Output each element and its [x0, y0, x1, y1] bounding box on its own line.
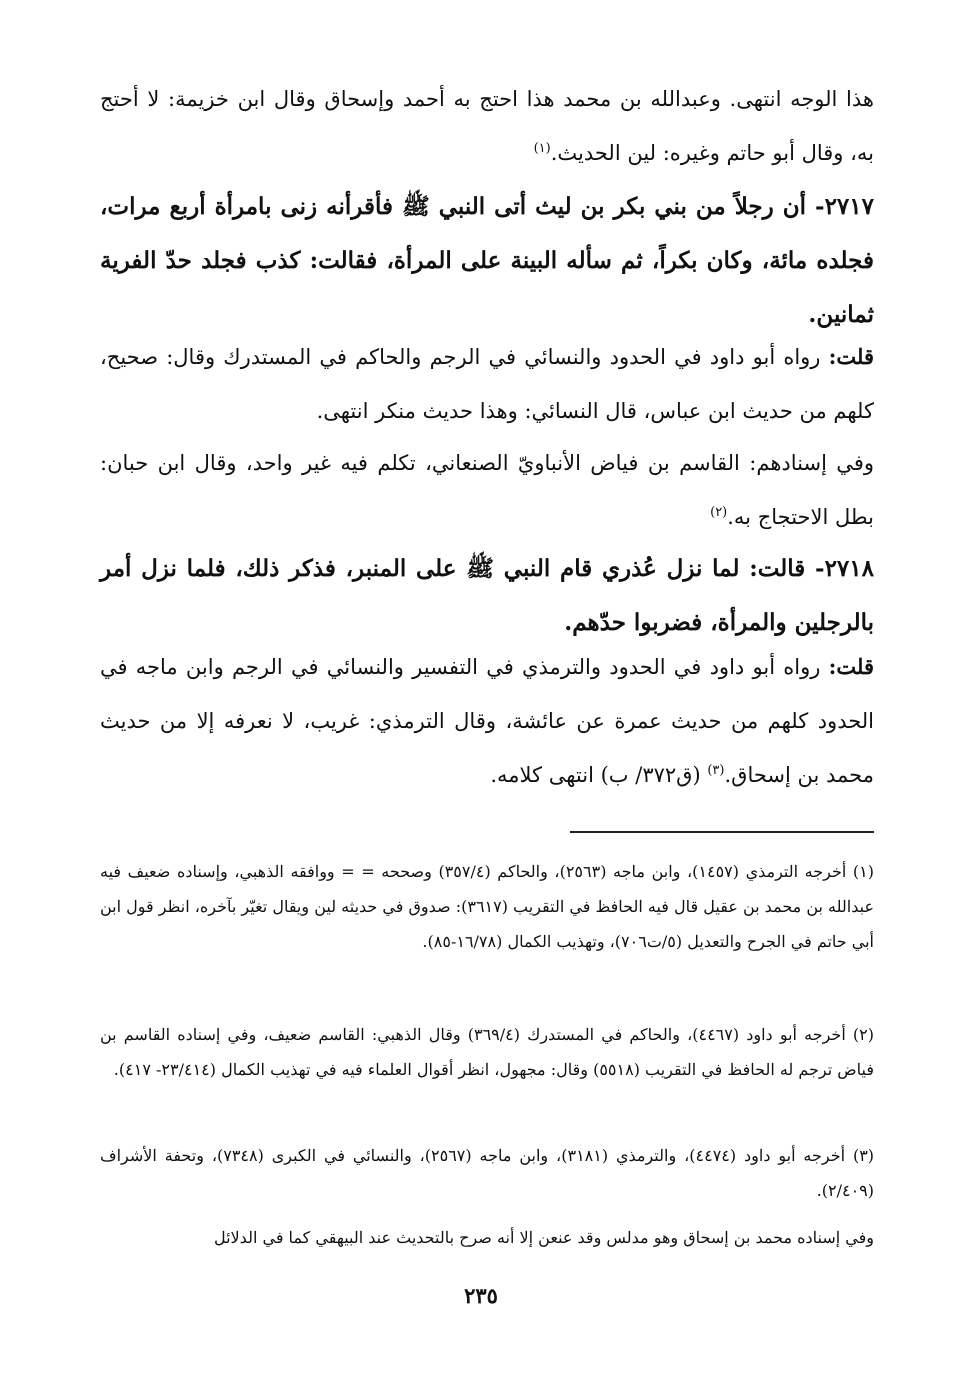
footnote-separator	[570, 831, 874, 833]
commentary-lead: قلت:	[828, 344, 874, 369]
hadith-2717-text: ٢٧١٧- أن رجلاً من بني بكر بن ليث أتى النبي ﷺ فأقرأنه زنى بامرأة أربع مرات، فجلده مائة، وكان بكراً، ثم سأله البينة على المرأة، فقالت: كذب فجلد حدّ الفرية ثمانين.	[100, 193, 874, 328]
footnote-1-text: (١) أخرجه الترمذي (١٤٥٧)، وابن ماجه (٢٥٦٣)، والحاكم (٣٥٧/٤) وصححه = = ووافقه الذهبي، وإسناده ضعيف فيه عبدالله بن محمد بن عقيل قال فيه الحافظ في التقريب (٣٦١٧): صدوق في حديثه لين ويقال تغيّر بآخره، انظر قول ابن أبي حاتم في الجرح والتعديل (٥/ت٧٠٦)، وتهذيب الكمال (١٦/٧٨-٨٥).	[100, 862, 875, 951]
commentary-2717	[100, 330, 874, 438]
page-number: ٢٣٥	[464, 1283, 498, 1308]
footnote-ref-1: (١)	[533, 141, 551, 156]
commentary-2717-text: رواه أبو داود في الحدود والنسائي في الرجم والحاكم في المستدرك وقال: صحيح، كلهم من حديث ابن عباس، قال النسائي: وهذا حديث منكر انتهى.	[100, 345, 874, 423]
footnote-3-continuation-text: وفي إسناده محمد بن إسحاق وهو مدلس وقد عنعن إلا أنه صرح بالتحديث عند البيهقي كما في الدلائل	[213, 1228, 874, 1247]
paragraph-intro	[100, 72, 874, 180]
footnote-1	[100, 854, 874, 959]
paragraph-intro-text: هذا الوجه انتهى. وعبدالله بن محمد هذا احتج به أحمد وإسحاق وقال ابن خزيمة: لا أحتج به، وقال أبو حاتم وغيره: لين الحديث.	[100, 87, 874, 165]
footnote-3	[100, 1138, 874, 1208]
hadith-2718	[100, 542, 874, 650]
footnote-3-continuation	[100, 1220, 874, 1255]
hadith-2718-text: ٢٧١٨- قالت: لما نزل عُذري قام النبي ﷺ على المنبر، فذكر ذلك، فلما نزل أمر بالرجلين والمرأة، فضربوا حدّهم.	[100, 555, 874, 636]
footnote-2	[100, 1017, 874, 1087]
manuscript-folio-ref: (ق٣٧٢/ ب) انتهى كلامه.	[490, 763, 708, 787]
footnote-ref-2: (٢)	[710, 505, 728, 520]
paragraph-isnad-text: وفي إسنادهم: القاسم بن فياض الأنباويّ الصنعاني، تكلم فيه غير واحد، وقال ابن حبان: بطل الاحتجاج به.	[100, 451, 874, 529]
hadith-2717	[100, 180, 874, 342]
commentary-2718	[100, 640, 874, 802]
footnote-2-text: (٢) أخرجه أبو داود (٤٤٦٧)، والحاكم في المستدرك (٣٦٩/٤) وقال الذهبي: القاسم ضعيف، وفي إسناده القاسم بن فياض ترجم له الحافظ في التقريب (٥٥١٨) وقال: مجهول، انظر أقوال العلماء فيه في تهذيب الكمال (٢٣/٤١٤- ٤١٧).	[100, 1025, 875, 1079]
paragraph-isnad	[100, 436, 874, 544]
commentary-lead: قلت:	[828, 654, 874, 679]
commentary-2718-text: رواه أبو داود في الحدود والترمذي في التفسير والنسائي في الرجم وابن ماجه في الحدود كلهم من حديث عمرة عن عائشة، وقال الترمذي: غريب، لا نعرفه إلا من حديث محمد بن إسحاق.	[100, 655, 874, 787]
footnote-3-text: (٣) أخرجه أبو داود (٤٤٧٤)، والترمذي (٣١٨١)، وابن ماجه (٢٥٦٧)، والنسائي في الكبرى (٧٣٤٨)، وتحفة الأشراف (٢/٤٠٩).	[100, 1146, 875, 1200]
footnote-ref-3: (٣)	[707, 763, 725, 778]
